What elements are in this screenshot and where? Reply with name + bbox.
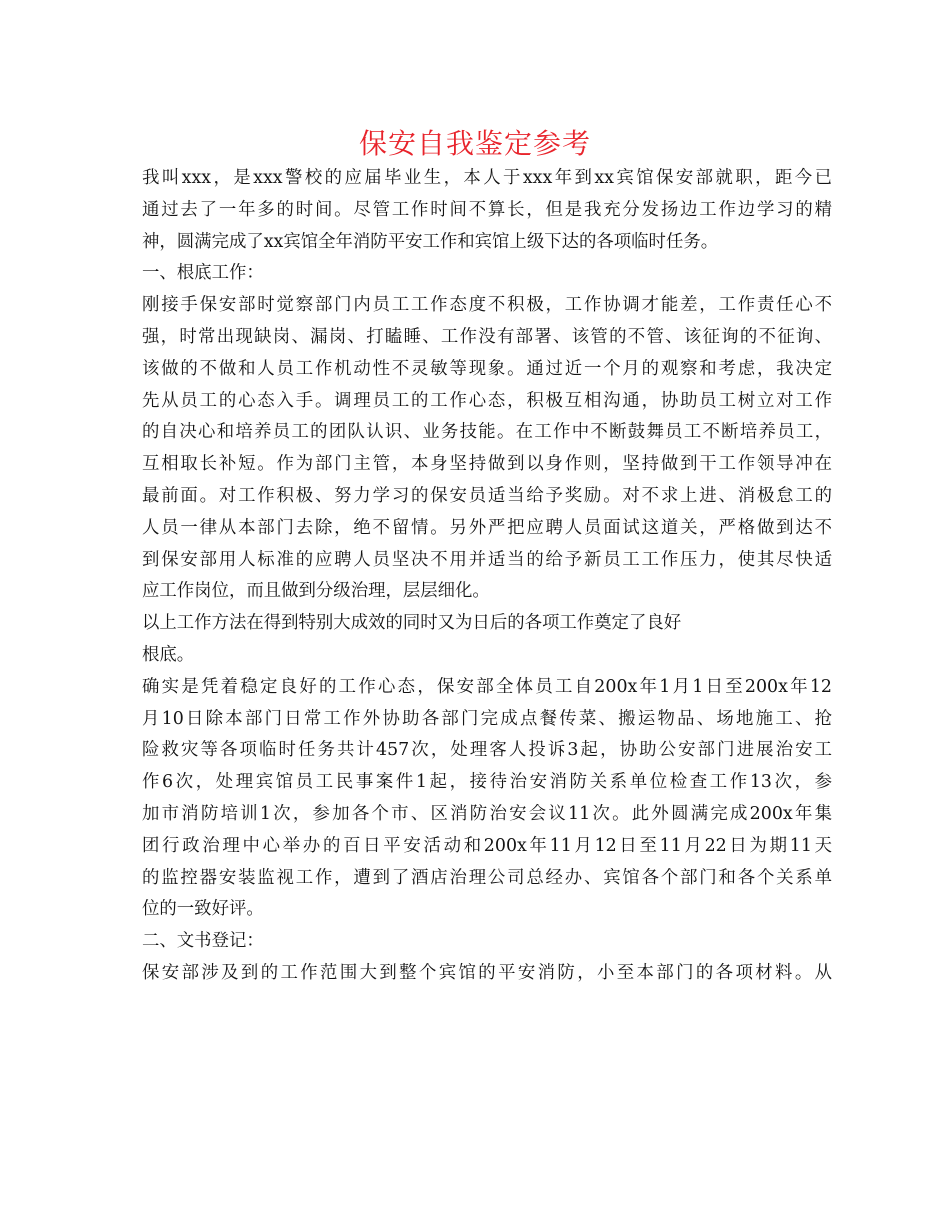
paragraph-line: 最前面。对工作积极、努力学习的保安员适当给予奖励。对不求上进、消极怠工的	[142, 485, 832, 506]
paragraph-line: 该做的不做和人员工作机动性不灵敏等现象。通过近一个月的观察和考虑，我决定	[142, 358, 832, 379]
document-body	[142, 163, 832, 990]
paragraph-line: 位的一致好评。	[142, 899, 264, 920]
paragraph-line: 根底。	[142, 644, 195, 665]
paragraph-line: 团行政治理中心举办的百日平安活动和200x年11月12日至11月22日为期11天	[142, 835, 832, 856]
paragraph-line: 先从员工的心态入手。调理员工的工作心态，积极互相沟通，协助员工树立对工作	[142, 390, 832, 411]
paragraph-line: 加市消防培训1次，参加各个市、区消防治安会议11次。此外圆满完成200x年集	[142, 803, 832, 824]
paragraph-line: 确实是凭着稳定良好的工作心态，保安部全体员工自200x年1月1日至200x年12	[142, 676, 832, 697]
paragraph-line: 人员一律从本部门去除，绝不留情。另外严把应聘人员面试这道关，严格做到达不	[142, 517, 832, 538]
paragraph-line: 月10日除本部门日常工作外协助各部门完成点餐传菜、搬运物品、场地施工、抢	[142, 708, 832, 729]
paragraph-line: 险救灾等各项临时任务共计457次，处理客人投诉3起，协助公安部门进展治安工	[142, 740, 832, 761]
paragraph-line: 强，时常出现缺岗、漏岗、打瞌睡、工作没有部署、该管的不管、该征询的不征询、	[142, 326, 832, 347]
paragraph-line: 作6次，处理宾馆员工民事案件1起，接待治安消防关系单位检查工作13次，参	[142, 772, 832, 793]
section-heading: 一、根底工作：	[142, 263, 264, 284]
paragraph-line: 神，圆满完成了xx宾馆全年消防平安工作和宾馆上级下达的各项临时任务。	[142, 231, 719, 252]
paragraph-line: 应工作岗位，而且做到分级治理，层层细化。	[142, 581, 490, 602]
paragraph-line: 通过去了一年多的时间。尽管工作时间不算长，但是我充分发扬边工作边学习的精	[142, 199, 832, 220]
paragraph-line: 互相取长补短。作为部门主管，本身坚持做到以身作则，坚持做到干工作领导冲在	[142, 454, 832, 475]
paragraph-line: 的自决心和培养员工的团队认识、业务技能。在工作中不断鼓舞员工不断培养员工，	[142, 422, 832, 443]
paragraph-line: 到保安部用人标准的应聘人员坚决不用并适当的给予新员工工作压力，使其尽快适	[142, 549, 832, 570]
section-heading: 二、文书登记：	[142, 931, 264, 952]
paragraph-line: 我叫xxx，是xxx警校的应届毕业生，本人于xxx年到xx宾馆保安部就职，距今已	[142, 168, 832, 188]
paragraph-line: 的监控器安装监视工作，遭到了酒店治理公司总经办、宾馆各个部门和各个关系单	[142, 867, 832, 888]
paragraph-line: 刚接手保安部时觉察部门内员工工作态度不积极，工作协调才能差，工作责任心不	[142, 295, 832, 316]
document-title: 保安自我鉴定参考	[358, 127, 591, 160]
paragraph-line: 保安部涉及到的工作范围大到整个宾馆的平安消防，小至本部门的各项材料。从	[142, 962, 832, 983]
paragraph-line: 以上工作方法在得到特别大成效的同时又为日后的各项工作奠定了良好	[142, 613, 682, 634]
